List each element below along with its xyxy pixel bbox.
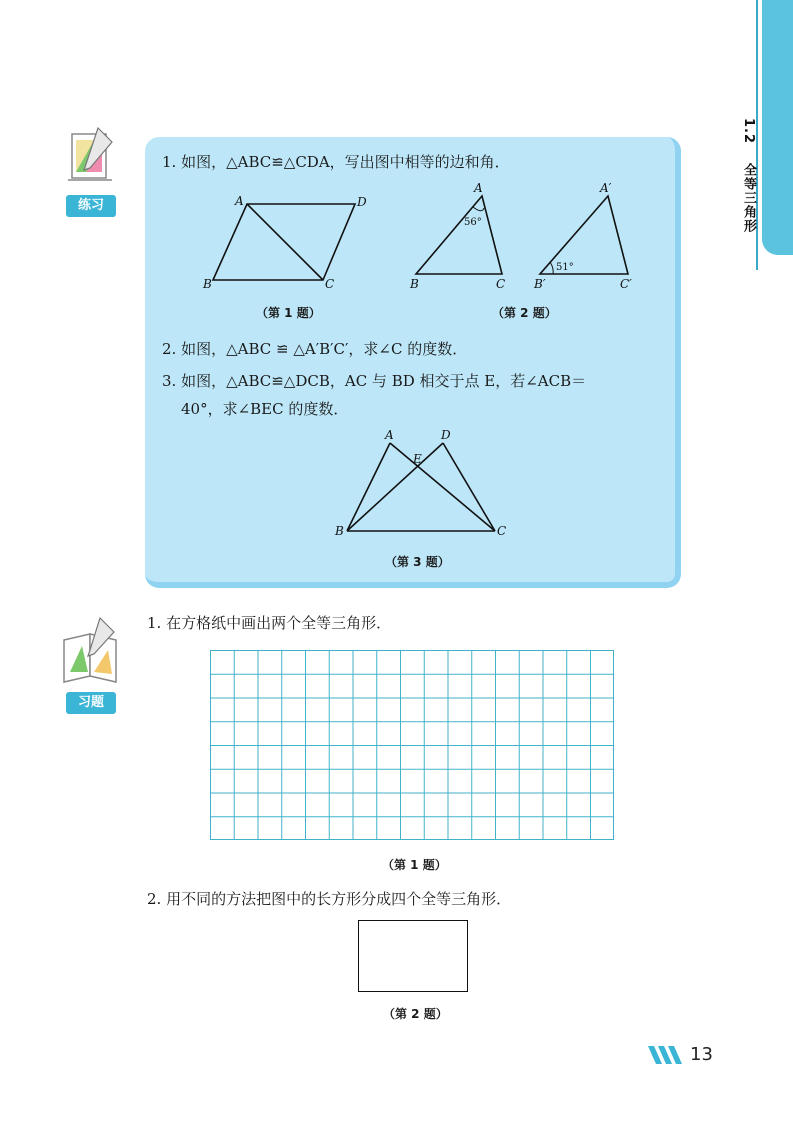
graph-paper-grid	[210, 650, 614, 840]
exercise-q2-text: 2. 用不同的方法把图中的长方形分成四个全等三角形．	[147, 890, 512, 908]
practice-q2-text: 2. 如图，△ABC ≌ △A′B′C′，求∠C 的度数．	[162, 340, 468, 358]
fig2-angle-51: 51°	[556, 262, 574, 273]
rectangle-figure	[358, 920, 468, 992]
fig2-angle-56: 56°	[464, 217, 482, 228]
exercise-book-icon	[60, 610, 124, 688]
fig3-label-a: A	[385, 428, 394, 442]
fig2-label-a-prime: A′	[600, 181, 612, 195]
exercise-q2-caption: （第 2 题）	[383, 1007, 448, 1021]
fig1-caption: （第 1 题）	[256, 306, 321, 320]
fig1-label-b: B	[203, 277, 212, 291]
fig3-caption: （第 3 题）	[385, 555, 450, 569]
exercise-q1-caption: （第 1 题）	[382, 858, 447, 872]
exercise-badge: 习题	[66, 692, 116, 714]
figure-3-overlapping-triangles	[325, 425, 520, 543]
fig1-label-a: A	[235, 194, 244, 208]
practice-badge: 练习	[66, 195, 116, 217]
fig2-caption: （第 2 题）	[492, 306, 557, 320]
fig3-label-b: B	[335, 524, 344, 538]
section-title: 全等三角形	[741, 163, 756, 234]
section-number: 1.2	[741, 118, 756, 145]
fig2-label-c-prime: C′	[620, 277, 632, 291]
practice-q3-line2: 40°，求∠BEC 的度数．	[181, 400, 349, 418]
page-stripes-icon	[648, 1044, 688, 1066]
fig2-label-b-prime: B′	[534, 277, 546, 291]
exercise-q1-text: 1. 在方格纸中画出两个全等三角形．	[147, 614, 392, 632]
figure-2-triangles	[400, 178, 650, 300]
page-number: 13	[690, 1044, 713, 1065]
section-heading	[734, 118, 758, 233]
chapter-side-tab	[762, 0, 793, 255]
figure-1-parallelogram	[195, 190, 365, 300]
fig3-label-c: C	[497, 524, 507, 538]
fig3-label-e: E	[413, 452, 422, 466]
fig1-label-c: C	[325, 277, 335, 291]
practice-q3-line1: 3. 如图，△ABC≌△DCB，AC 与 BD 相交于点 E，若∠ACB＝	[162, 372, 587, 390]
practice-q1-text: 1. 如图，△ABC≌△CDA，写出图中相等的边和角．	[162, 153, 510, 171]
practice-book-icon	[62, 122, 120, 194]
fig1-label-d: D	[357, 195, 367, 209]
fig3-label-d: D	[441, 428, 451, 442]
fig2-label-a: A	[474, 181, 483, 195]
fig2-label-b: B	[410, 277, 419, 291]
fig2-label-c: C	[496, 277, 506, 291]
